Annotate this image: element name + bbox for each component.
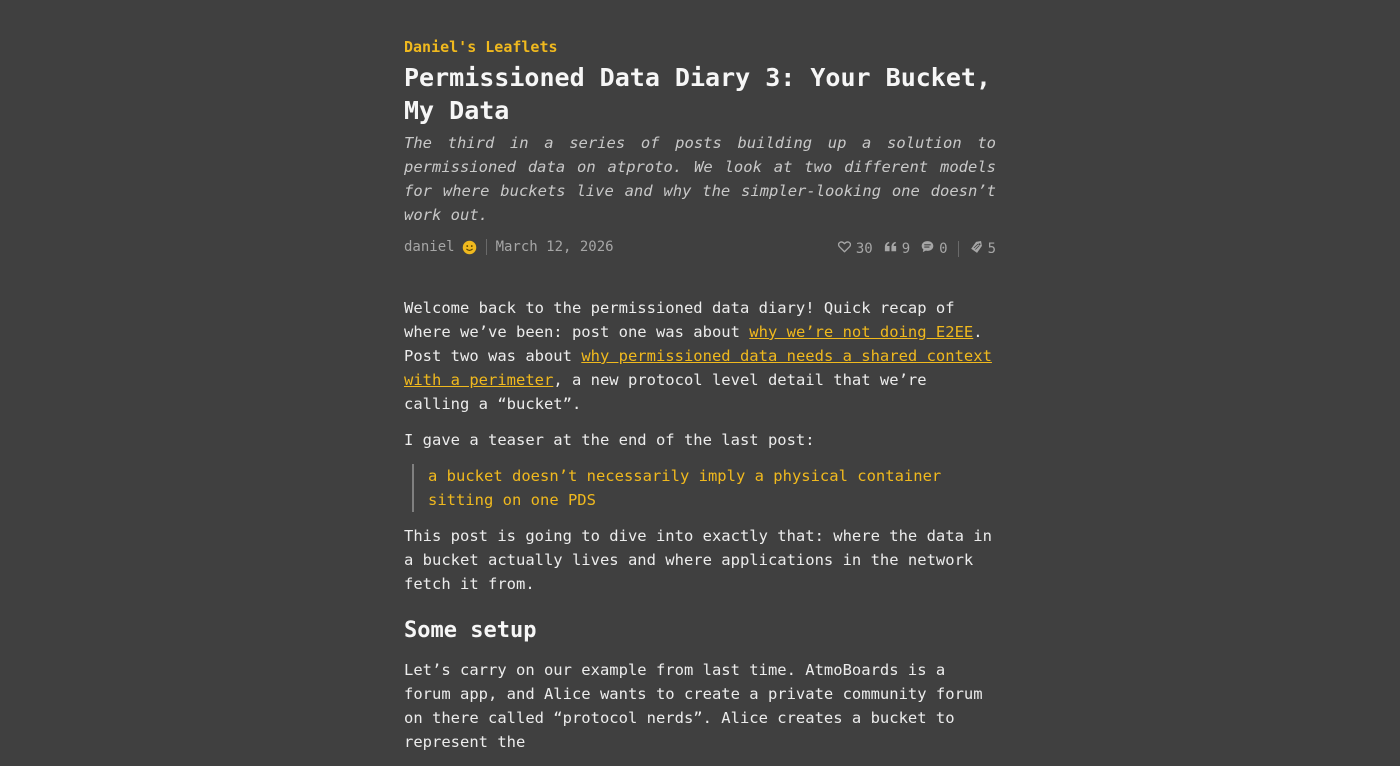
post-date: March 12, 2026 [495, 239, 614, 255]
e2ee-post-link[interactable]: why we’re not doing E2EE [749, 323, 974, 341]
paragraph: Let’s carry on our example from last time. AtmoBoards is a forum app, and Alice wants to create a private community forum on there called “protocol nerds”. Alice creates a bucket to represent the [404, 661, 983, 751]
paragraph: This post is going to dive into exactly that: where the data in a bucket actually lives and where applications in the network fetch it from. [404, 527, 992, 593]
likes-stat[interactable] [837, 239, 873, 258]
comments-stat[interactable] [920, 239, 947, 258]
meta-divider [486, 239, 487, 255]
post-meta-left [404, 239, 614, 255]
comment-icon [920, 239, 939, 258]
paragraph: I gave a teaser at the end of the last post: [404, 431, 815, 449]
publication-name-link[interactable]: Daniel's Leaflets [404, 38, 558, 56]
shared-context-post-link[interactable]: why permissioned data needs a shared context with a perimeter [404, 347, 992, 389]
paragraph [404, 296, 996, 416]
post-subtitle: The third in a series of posts building up a solution to permissioned data on atproto. We look at two different models for where buckets live and why the simpler-looking one doesn’t work out. [404, 134, 996, 224]
smiley-icon [462, 240, 477, 255]
tag-icon [969, 239, 988, 258]
post-title: Permissioned Data Diary 3: Your Bucket, My Data [404, 63, 991, 125]
post-meta [404, 239, 996, 259]
post-stats [827, 239, 996, 258]
paragraph-text: , a new protocol level detail that we’re calling a “bucket”. [404, 371, 927, 413]
likes-count: 30 [855, 240, 873, 257]
paragraph-text: . Post two was about [404, 323, 983, 365]
section-heading: Some setup [404, 618, 537, 643]
heart-icon [837, 239, 856, 258]
tags-stat[interactable] [969, 239, 996, 258]
stats-divider [958, 241, 959, 257]
author-link[interactable]: daniel [404, 239, 455, 255]
quotes-count: 9 [901, 240, 911, 257]
quotes-stat[interactable] [883, 239, 910, 258]
blockquote: a bucket doesn’t necessarily imply a physical container sitting on one PDS [412, 464, 996, 512]
quote-icon [883, 239, 902, 258]
comments-count: 0 [939, 240, 948, 257]
post-body [404, 296, 996, 766]
paragraph-text: Welcome back to the permissioned data diary! Quick recap of where we’ve been: post one was about [404, 299, 955, 341]
tags-count: 5 [987, 240, 996, 257]
